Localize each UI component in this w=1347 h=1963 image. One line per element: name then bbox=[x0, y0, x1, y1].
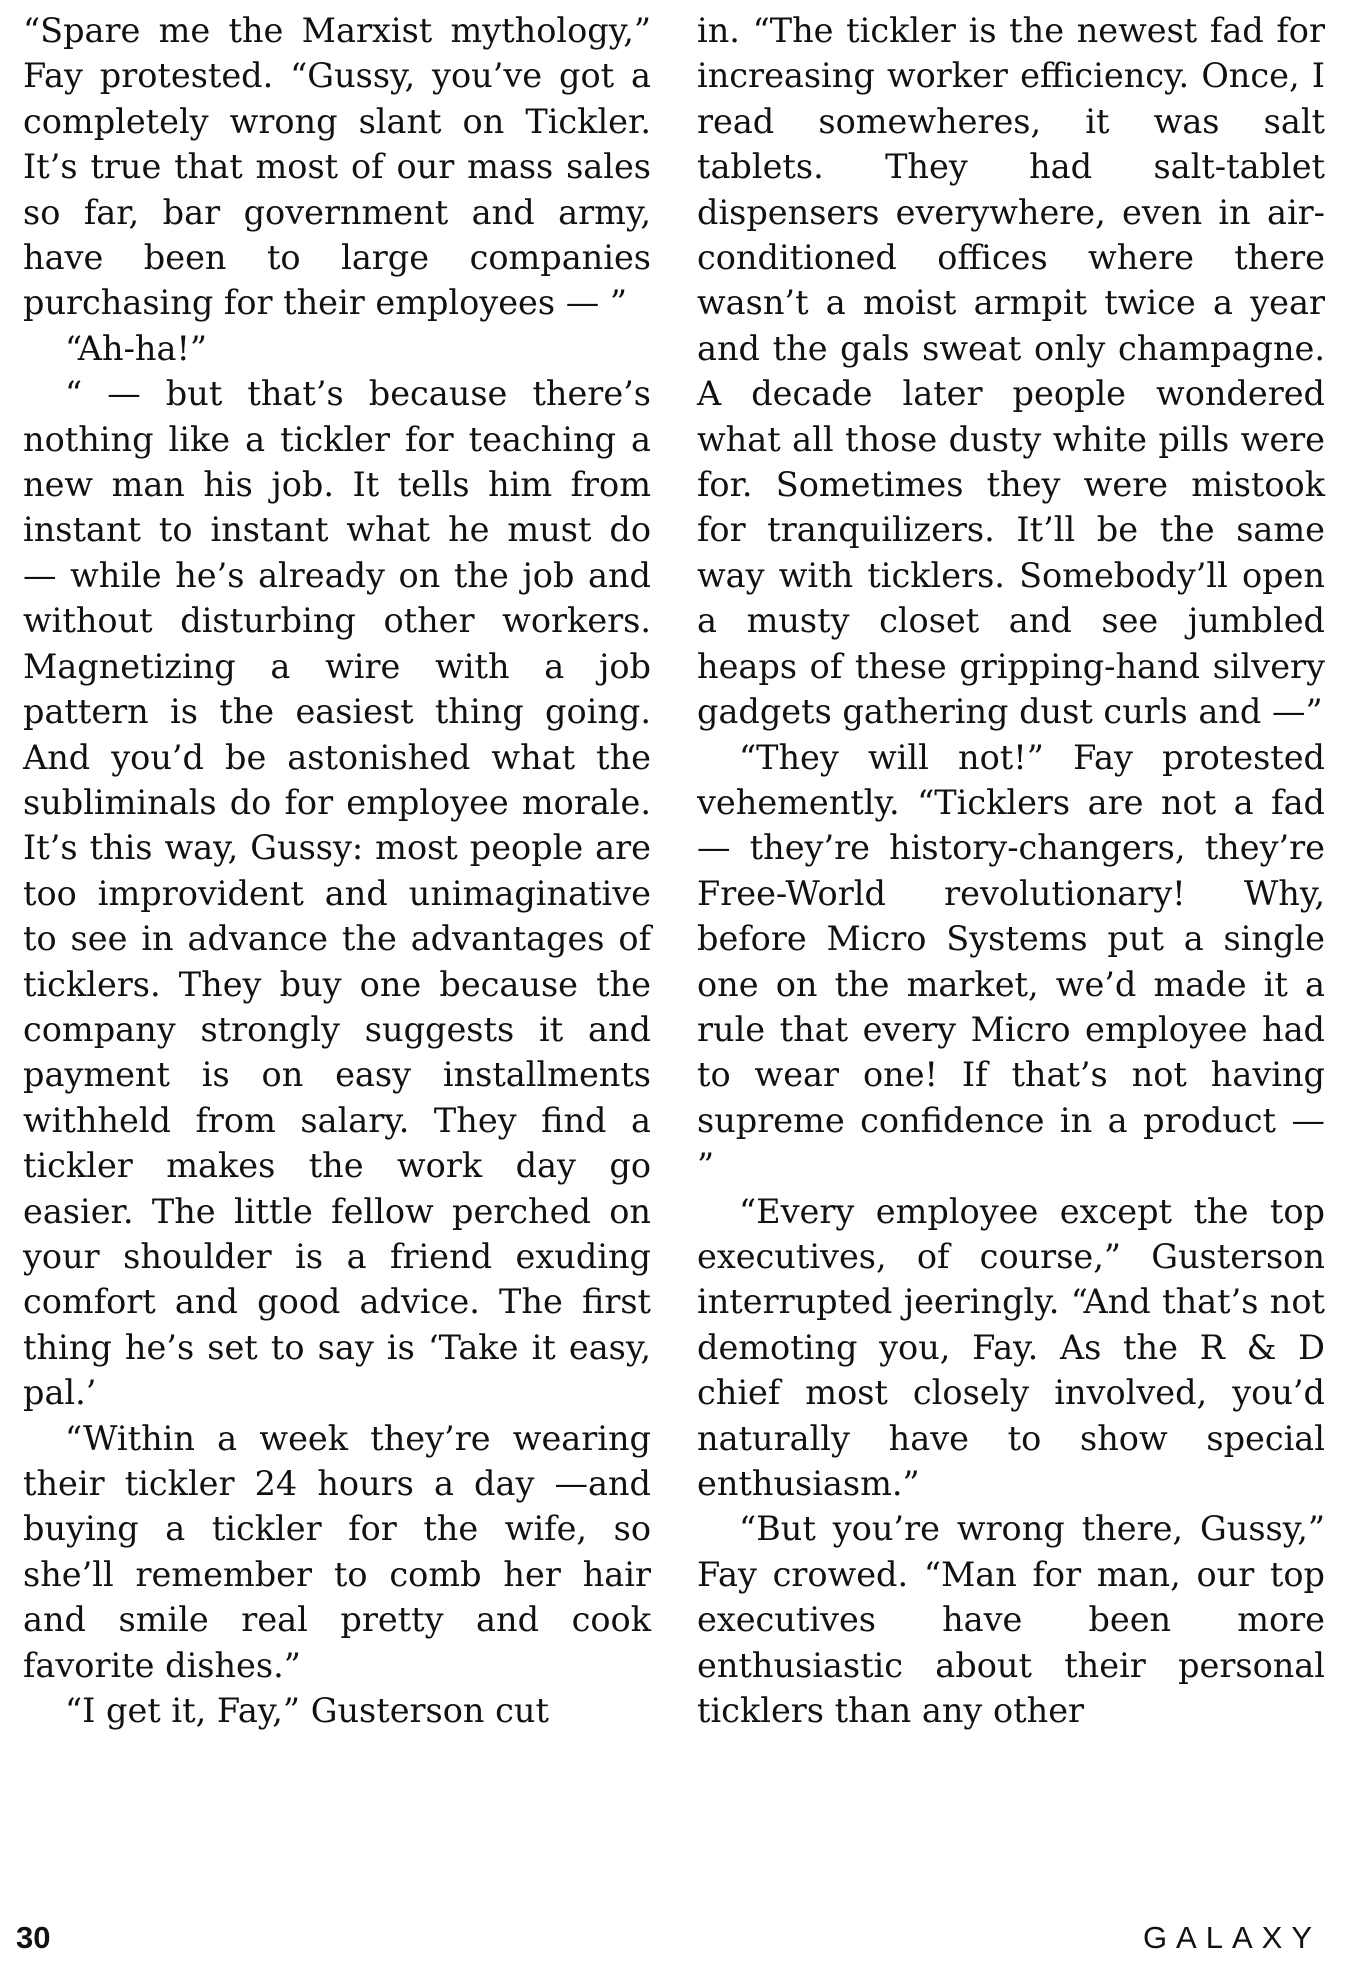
paragraph: “Ah-ha!” bbox=[65, 328, 208, 368]
paragraph: “Every employee except the top executives, of course,” Gusterson interrupted jeeringly. “And that’s not demoting you, Fay. As the R & D chief most closely involved, you’d naturally have to show special enthusiasm.” bbox=[697, 1191, 1325, 1503]
right-text-column bbox=[697, 8, 1325, 1733]
paragraph: “They will not!” Fay protested vehemently. “Ticklers are not a fad — they’re history-changers, they’re Free-World revolutionary! Why, before Micro Systems put a single one on the market, we’d made it a rule that every Micro employee had to wear one! If that’s not having supreme confidence in a product — ” bbox=[697, 737, 1325, 1186]
paragraph: “But you’re wrong there, Gussy,” Fay crowed. “Man for man, our top executives have been more enthusiastic about their personal ticklers than any other bbox=[697, 1509, 1325, 1731]
paragraph: “Spare me the Marxist mythology,” Fay protested. “Gussy, you’ve got a completely wrong slant on Tickler. It’s true that most of our mass sales so far, bar government and army, have been to large companies purchasing for their employees — ” bbox=[23, 11, 651, 323]
paragraph: in. “The tickler is the newest fad for increasing worker efficiency. Once, I read somewheres, it was salt tablets. They had salt-tablet dispensers everywhere, even in air-conditioned offices where there wasn’t a moist armpit twice a year and the gals sweat only champagne. A decade later people wondered what all those dusty white pills were for. Sometimes they were mistook for tranquilizers. It’ll be the same way with ticklers. Somebody’ll open a musty closet and see jumbled heaps of these gripping-hand silvery gadgets gathering dust curls and —” bbox=[697, 11, 1325, 732]
paragraph: “ — but that’s because there’s nothing like a tickler for teaching a new man his job. It tells him from instant to instant what he must do — while he’s already on the job and without disturbing other workers. Magnetizing a wire with a job pattern is the easiest thing going. And you’d be astonished what the subliminals do for employee morale. It’s this way, Gussy: most people are too improvident and unimaginative to see in advance the advantages of ticklers. They buy one because the company strongly suggests it and payment is on easy installments withheld from salary. They find a tickler makes the work day go easier. The little fellow perched on your shoulder is a friend exuding comfort and good advice. The first thing he’s set to say is ‘Take it easy, pal.’ bbox=[23, 374, 651, 1413]
left-text-column bbox=[23, 8, 651, 1733]
magazine-name: GALAXY bbox=[1142, 1920, 1321, 1955]
paragraph: “Within a week they’re wearing their tickler 24 hours a day —and buying a tickler for the wife, so she’ll remember to comb her hair and smile real pretty and cook favorite dishes.” bbox=[23, 1418, 651, 1685]
page-number: 30 bbox=[16, 1920, 51, 1955]
paragraph: “I get it, Fay,” Gusterson cut bbox=[65, 1691, 549, 1731]
